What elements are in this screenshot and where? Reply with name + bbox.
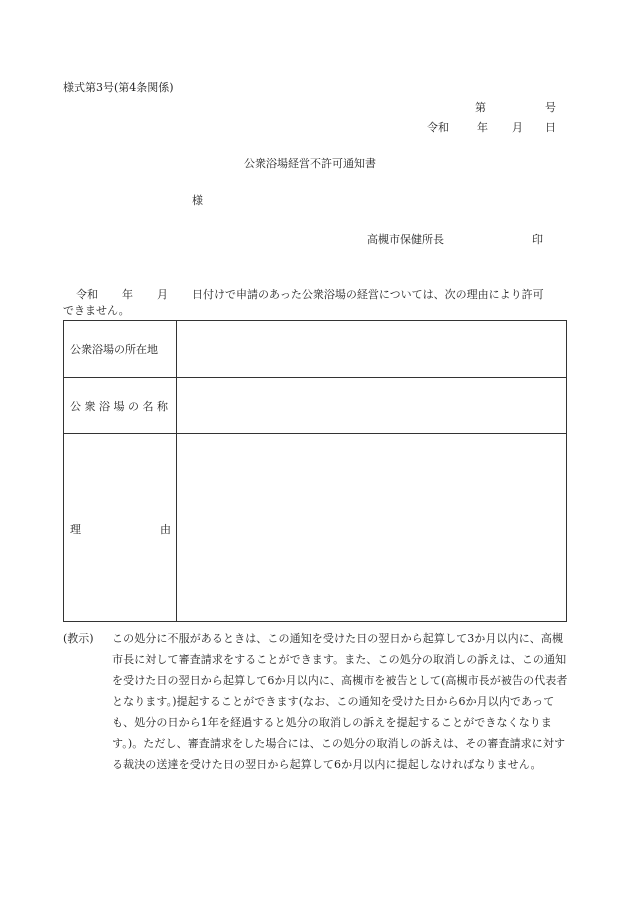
location-label: 公衆浴場の所在地 (70, 343, 158, 356)
body-text-line1: 日付けで申請のあった公衆浴場の経営については、次の理由により許可 (192, 288, 544, 301)
body-era: 令和 (76, 288, 98, 301)
date-day: 日 (545, 121, 556, 134)
reason-label-left: 理 (70, 523, 81, 536)
body-text-line2: できません。 (63, 304, 130, 317)
date-year: 年 (477, 121, 488, 134)
notice-label: (教示) (63, 632, 94, 645)
body-month: 月 (157, 288, 168, 301)
issuer-name: 高槻市保健所長 (367, 233, 444, 246)
table-column-divider (176, 321, 177, 621)
date-era: 令和 (427, 121, 449, 134)
document-title: 公衆浴場経営不許可通知書 (244, 157, 376, 170)
body-year: 年 (122, 288, 133, 301)
form-number: 様式第3号(第4条関係) (63, 81, 174, 94)
seal-mark: 印 (532, 233, 543, 246)
date-month: 月 (512, 121, 523, 134)
table-row-divider (64, 377, 566, 378)
reason-label-right: 由 (160, 523, 171, 536)
addressee-suffix: 様 (192, 194, 203, 207)
name-label: 公 衆 浴 場 の 名 称 (70, 400, 168, 413)
document-number-suffix: 号 (545, 101, 556, 114)
document-number-prefix: 第 (475, 101, 486, 114)
details-table (63, 320, 567, 622)
table-row-divider (64, 433, 566, 434)
notice-text: この処分に不服があるときは、この通知を受けた日の翌日から起算して3か月以内に、高槻市長に対して審査請求をすることができます。また、この処分の取消しの訴えは、この通知を受けた日の翌日から起算して6か月以内に、高槻市を被告として(高槻市長が被告の代表者となります。)提起することができます(なお、この通知を受けた日から6か月以内であっても、処分の日から1年を経過すると処分の取消しの訴えを提起することができなくなります。)。ただし、審査請求をした場合には、この処分の取消しの訴えは、その審査請求に対する裁決の送達を受けた日の翌日から起算して6か月以内に提起しなければなりません。 (112, 632, 568, 771)
